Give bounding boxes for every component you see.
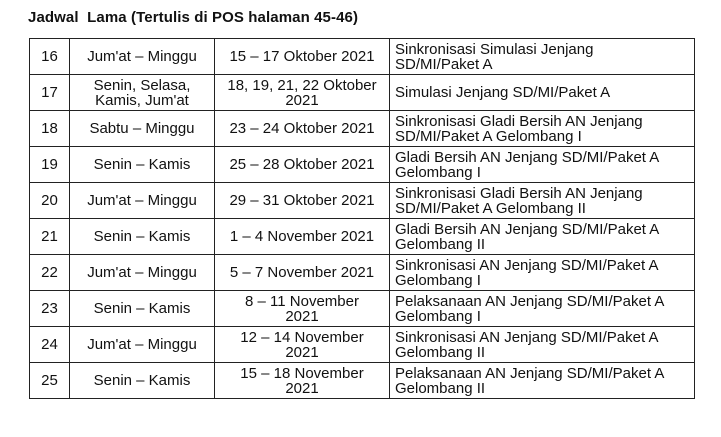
- schedule-table: [29, 38, 695, 399]
- row-number-cell: 22: [30, 255, 70, 291]
- table-row: [30, 291, 695, 327]
- table-row: [30, 255, 695, 291]
- day-text-line: Sabtu – Minggu: [89, 120, 195, 137]
- row-number-cell: 17: [30, 75, 70, 111]
- activity-cell: [390, 255, 695, 291]
- date-cell: [215, 327, 390, 363]
- day-cell: [70, 363, 215, 399]
- day-cell: [70, 75, 215, 111]
- table-row: [30, 183, 695, 219]
- day-cell: [70, 111, 215, 147]
- day-cell: [70, 291, 215, 327]
- activity-cell: [390, 39, 695, 75]
- day-text-line: Senin – Kamis: [93, 228, 191, 245]
- activity-text-line: Gladi Bersih AN Jenjang SD/MI/Paket A: [395, 220, 660, 238]
- date-text-line: 2021: [285, 379, 319, 397]
- row-number-cell: 24: [30, 327, 70, 363]
- activity-text-line: Sinkronisasi Gladi Bersih AN Jenjang: [395, 112, 643, 130]
- activity-text-line: SD/MI/Paket A Gelombang II: [395, 199, 586, 217]
- date-text-line: 2021: [285, 91, 319, 109]
- activity-cell: [390, 327, 695, 363]
- activity-text-line: Pelaksanaan AN Jenjang SD/MI/Paket A: [395, 364, 665, 382]
- table-row: [30, 219, 695, 255]
- table-row: [30, 111, 695, 147]
- date-cell: [215, 219, 390, 255]
- date-text-line: 15 – 17 Oktober 2021: [229, 48, 375, 65]
- day-text-line: Kamis, Jum'at: [95, 91, 189, 109]
- document-title: Jadwal Lama (Tertulis di POS halaman 45-46): [28, 9, 359, 26]
- date-text-line: 2021: [285, 307, 319, 325]
- date-text-line: 2021: [285, 343, 319, 361]
- activity-text-line: Gelombang II: [395, 343, 486, 361]
- row-number-cell: 25: [30, 363, 70, 399]
- activity-text-line: Gelombang I: [395, 307, 481, 325]
- activity-text-line: Gelombang II: [395, 379, 486, 397]
- activity-text-line: Sinkronisasi AN Jenjang SD/MI/Paket A: [395, 328, 659, 346]
- date-text-line: 1 – 4 November 2021: [229, 228, 375, 245]
- day-text-line: Senin – Kamis: [93, 156, 191, 173]
- day-cell: [70, 39, 215, 75]
- date-cell: [215, 183, 390, 219]
- date-cell: [215, 147, 390, 183]
- day-text-line: Jum'at – Minggu: [87, 192, 197, 209]
- activity-cell: [390, 111, 695, 147]
- row-number-cell: 21: [30, 219, 70, 255]
- activity-cell: [390, 291, 695, 327]
- date-text-line: 5 – 7 November 2021: [229, 264, 375, 281]
- date-text-line: 29 – 31 Oktober 2021: [229, 192, 375, 209]
- date-cell: [215, 75, 390, 111]
- activity-cell: [390, 147, 695, 183]
- date-text-line: 15 – 18 November: [240, 364, 364, 382]
- day-cell: [70, 147, 215, 183]
- day-cell: [70, 327, 215, 363]
- day-text-line: Jum'at – Minggu: [87, 48, 197, 65]
- row-number-cell: 16: [30, 39, 70, 75]
- activity-text-line: Gelombang I: [395, 271, 481, 289]
- schedule-table-body: [30, 39, 695, 399]
- activity-text-line: Simulasi Jenjang SD/MI/Paket A: [395, 84, 611, 101]
- row-number-cell: 18: [30, 111, 70, 147]
- table-row: [30, 327, 695, 363]
- activity-cell: [390, 75, 695, 111]
- activity-cell: [390, 219, 695, 255]
- activity-text-line: Gladi Bersih AN Jenjang SD/MI/Paket A: [395, 148, 660, 166]
- date-text-line: 18, 19, 21, 22 Oktober: [227, 76, 377, 94]
- day-text-line: Jum'at – Minggu: [87, 264, 197, 281]
- row-number-cell: 19: [30, 147, 70, 183]
- date-text-line: 25 – 28 Oktober 2021: [229, 156, 375, 173]
- table-row: [30, 75, 695, 111]
- activity-text-line: SD/MI/Paket A Gelombang I: [395, 127, 582, 145]
- day-cell: [70, 255, 215, 291]
- date-cell: [215, 363, 390, 399]
- day-text-line: Senin – Kamis: [93, 372, 191, 389]
- day-text-line: Senin – Kamis: [93, 300, 191, 317]
- activity-text-line: Pelaksanaan AN Jenjang SD/MI/Paket A: [395, 292, 665, 310]
- activity-cell: [390, 363, 695, 399]
- activity-text-line: Gelombang I: [395, 163, 481, 181]
- day-text-line: Senin, Selasa,: [93, 76, 191, 94]
- activity-text-line: SD/MI/Paket A: [395, 55, 493, 73]
- table-row: [30, 147, 695, 183]
- table-row: [30, 363, 695, 399]
- date-text-line: 12 – 14 November: [240, 328, 364, 346]
- activity-cell: [390, 183, 695, 219]
- activity-text-line: Sinkronisasi Simulasi Jenjang: [395, 40, 594, 58]
- date-cell: [215, 39, 390, 75]
- day-cell: [70, 219, 215, 255]
- activity-text-line: Gelombang II: [395, 235, 486, 253]
- day-text-line: Jum'at – Minggu: [87, 336, 197, 353]
- activity-text-line: Sinkronisasi Gladi Bersih AN Jenjang: [395, 184, 643, 202]
- row-number-cell: 20: [30, 183, 70, 219]
- table-row: [30, 39, 695, 75]
- day-cell: [70, 183, 215, 219]
- date-text-line: 23 – 24 Oktober 2021: [229, 120, 375, 137]
- row-number-cell: 23: [30, 291, 70, 327]
- activity-text-line: Sinkronisasi AN Jenjang SD/MI/Paket A: [395, 256, 659, 274]
- date-cell: [215, 255, 390, 291]
- date-text-line: 8 – 11 November: [245, 292, 359, 310]
- date-cell: [215, 111, 390, 147]
- date-cell: [215, 291, 390, 327]
